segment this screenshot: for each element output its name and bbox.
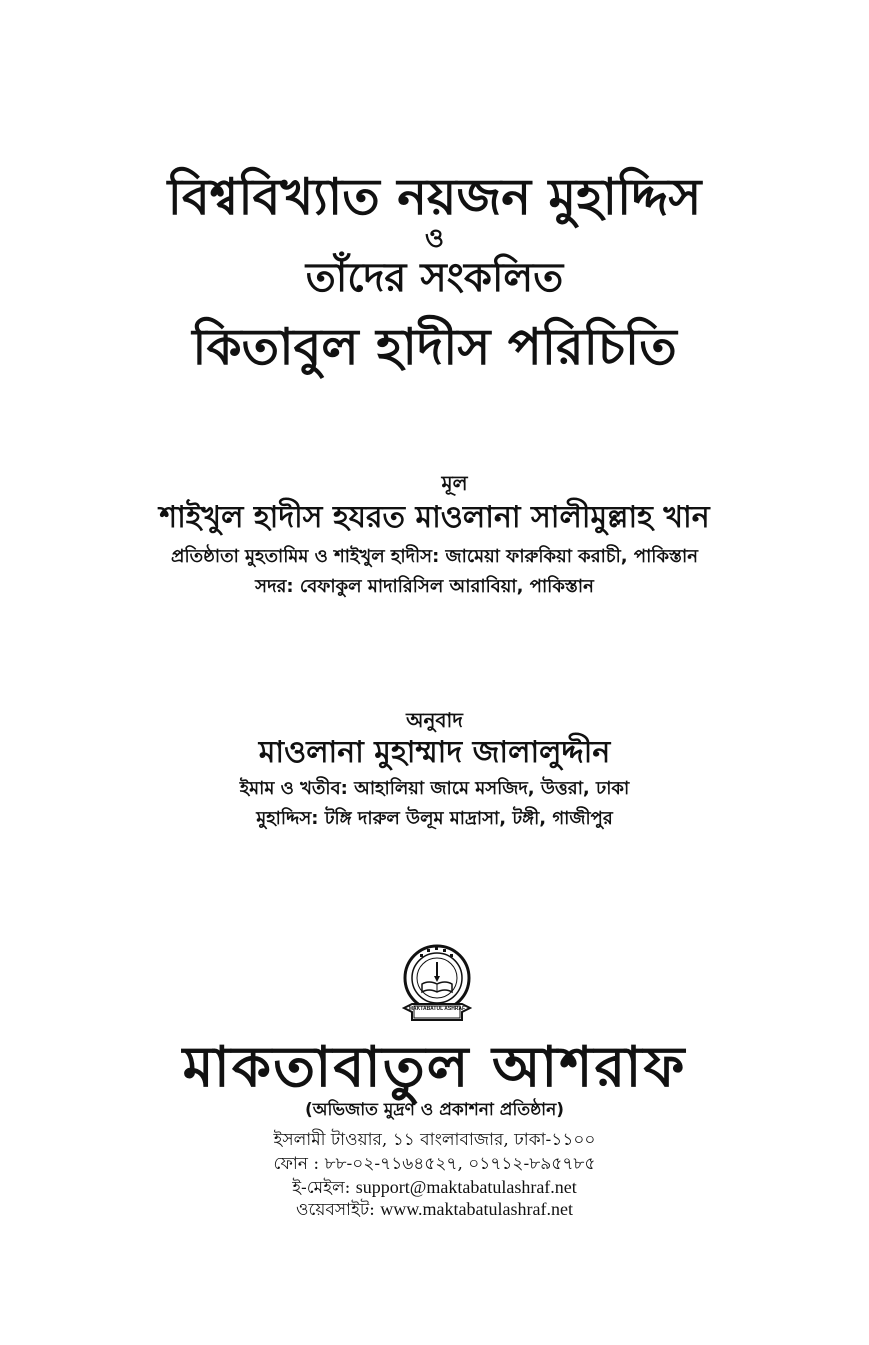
website-label: ওয়েবসাইট:	[296, 1200, 375, 1220]
publisher-tagline: (অভিজাত মুদ্রণ ও প্রকাশনা প্রতিষ্ঠান)	[305, 1100, 564, 1120]
book-title-line-3: কিতাবুল হাদীস পরিচিতি	[192, 318, 677, 376]
phone-label: ফোন :	[273, 1154, 320, 1174]
original-author: শাইখুল হাদীস হযরত মাওলানা সালীমুল্লাহ খান	[159, 500, 710, 535]
original-author-role-2: সদর: বেফাকুল মাদারিসিল আরাবিয়া, পাকিস্তান	[255, 576, 594, 597]
publisher-email	[0, 1178, 869, 1197]
translator-name: মাওলানা মুহাম্মাদ জালালুদ্দীন	[258, 735, 611, 770]
website-value[interactable]: www.maktabatulashraf.net	[380, 1199, 573, 1219]
translation-label: অনুবাদ	[406, 708, 463, 732]
translator-role-1: ইমাম ও খতীব: আহালিয়া জামে মসজিদ, উত্তরা, ঢাকা	[239, 778, 630, 799]
book-title-connector: ও	[424, 224, 445, 254]
book-title-line-1: বিশ্ববিখ্যাত নয়জন মুহাদ্দিস	[167, 168, 702, 226]
phone-value: ৮৮-০২-৭১৬৪৫২৭, ০১৭১২-৮৯৫৭৮৫	[324, 1154, 596, 1174]
original-author-role-1: প্রতিষ্ঠাতা মুহতামিম ও শাইখুল হাদীস: জামেয়া ফারুকিয়া করাচী, পাকিস্তান	[171, 546, 698, 567]
publisher-logo-emblem	[402, 940, 472, 1030]
publisher-phone	[0, 1156, 869, 1173]
publisher-name: মাকতাবাতুল আশরাফ	[182, 1035, 687, 1100]
logo-ribbon-text: MAKTABATUL ASHRAF	[408, 1006, 466, 1012]
translator-role-2: মুহাদ্দিস: টঙ্গি দারুল উলূম মাদ্রাসা, টঙ্গী, গাজীপুর	[256, 808, 613, 829]
publisher-website	[0, 1200, 869, 1219]
email-value[interactable]: support@maktabatulashraf.net	[355, 1177, 577, 1197]
original-label: মূল	[441, 471, 468, 495]
email-label: ই-মেইল:	[292, 1178, 351, 1198]
book-title-line-2: তাঁদের সংকলিত	[305, 255, 564, 301]
publisher-address: ইসলামী টাওয়ার, ১১ বাংলাবাজার, ঢাকা-১১০০	[273, 1130, 596, 1150]
